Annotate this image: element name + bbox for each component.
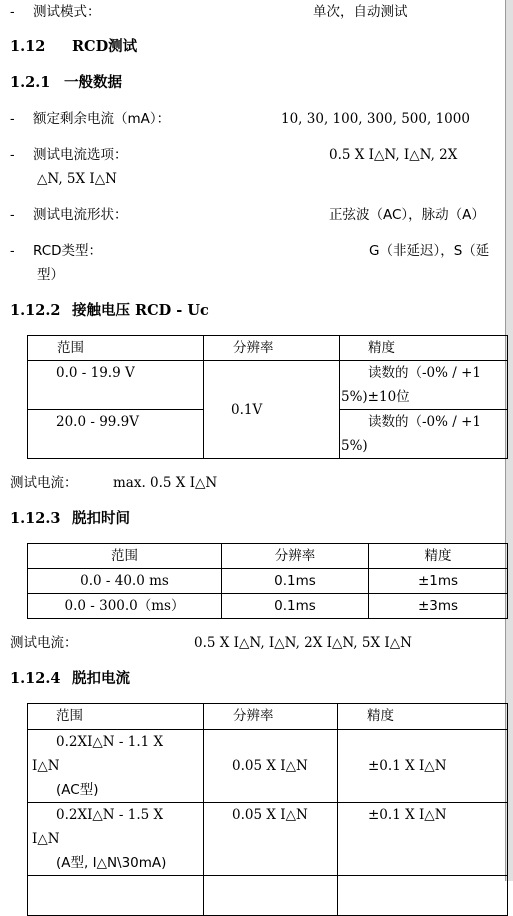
resolution-cell: 0.05 X I△N	[204, 730, 338, 803]
range-cell	[28, 803, 204, 876]
test-current-options-continued: △N, 5X I△N	[37, 171, 117, 187]
empty-cell	[28, 876, 204, 916]
range-line: I△N	[32, 831, 60, 847]
header-accuracy: 精度	[340, 336, 508, 361]
header-range: 范围	[28, 704, 204, 730]
range-line: (A型, I△N\30mA)	[56, 855, 167, 871]
range-line: 0.2XI△N - 1.5 X	[56, 807, 164, 823]
table-row	[28, 594, 508, 619]
test-current-options-label: 测试电流选项：	[33, 147, 128, 163]
header-range: 范围	[28, 336, 204, 361]
accuracy-line: 5%)±10位	[341, 389, 410, 405]
range-cell: 0.0 - 40.0 ms	[28, 569, 222, 594]
accuracy-cell	[340, 361, 508, 410]
test-mode-label: 测试模式：	[33, 4, 101, 20]
rated-residual-current-value: 10, 30, 100, 300, 500, 1000	[281, 111, 470, 127]
resolution-cell: 0.1ms	[222, 569, 369, 594]
range-cell: 0.0 - 19.9 V	[28, 361, 204, 410]
range-cell	[28, 730, 204, 803]
test-current-1-label: 测试电流：	[10, 475, 78, 491]
section-1-12-4-number: 1.12.4	[10, 670, 61, 687]
resolution-cell: 0.05 X I△N	[204, 803, 338, 876]
accuracy-line: 5%)	[341, 438, 368, 454]
table-row	[28, 803, 508, 876]
range-cell: 0.0 - 300.0（ms）	[28, 594, 222, 619]
test-current-waveform-value: 正弦波（AC），脉动（A）	[329, 207, 485, 223]
section-1-12-3-title: 脱扣时间	[72, 510, 130, 527]
contact-voltage-table	[27, 335, 508, 459]
accuracy-cell	[340, 410, 508, 459]
test-current-2-label: 测试电流：	[10, 635, 78, 651]
section-1-12-title: RCD测试	[72, 38, 138, 55]
header-resolution: 分辨率	[222, 544, 369, 569]
accuracy-cell: ±3ms	[369, 594, 508, 619]
rated-residual-current-label: 额定剩余电流（mA）：	[33, 111, 171, 127]
resolution-cell: 0.1V	[204, 361, 340, 459]
table-row	[28, 730, 508, 803]
trip-current-table	[27, 703, 508, 916]
accuracy-line: 读数的（-0% / +1	[368, 365, 482, 381]
range-line: I△N	[32, 758, 60, 774]
range-line: 0.2XI△N - 1.1 X	[56, 734, 164, 750]
range-line: (AC型)	[56, 782, 99, 798]
trip-time-table	[27, 543, 508, 619]
bullet: -	[10, 243, 15, 259]
test-current-1-value: max. 0.5 X I△N	[113, 475, 218, 491]
accuracy-cell: ±0.1 X I△N	[338, 803, 508, 876]
range-cell: 20.0 - 99.9V	[28, 410, 204, 459]
section-1-2-1-number: 1.2.1	[10, 74, 51, 91]
test-current-options-value: 0.5 X I△N, I△N, 2X	[329, 147, 458, 163]
resolution-cell: 0.1ms	[222, 594, 369, 619]
section-1-12-2-number: 1.12.2	[10, 302, 61, 319]
section-1-12-2-title: 接触电压 RCD - Uc	[72, 302, 209, 319]
header-accuracy: 精度	[369, 544, 508, 569]
header-resolution: 分辨率	[204, 704, 338, 730]
test-current-waveform-label: 测试电流形状：	[33, 207, 128, 223]
bullet: -	[10, 4, 15, 20]
rcd-type-continued: 型）	[37, 267, 64, 283]
header-resolution: 分辨率	[204, 336, 340, 361]
section-1-12-4-title: 脱扣电流	[72, 670, 130, 687]
test-mode-value: 单次，自动测试	[313, 4, 408, 20]
bullet: -	[10, 147, 15, 163]
empty-cell	[338, 876, 508, 916]
accuracy-cell: ±0.1 X I△N	[338, 730, 508, 803]
rcd-type-label: RCD类型：	[33, 243, 103, 259]
header-range: 范围	[28, 544, 222, 569]
bullet: -	[10, 207, 15, 223]
table-row	[28, 361, 508, 410]
section-1-12-3-number: 1.12.3	[10, 510, 61, 527]
section-1-12-number: 1.12	[10, 38, 46, 55]
table-row	[28, 569, 508, 594]
test-current-2-value: 0.5 X I△N, I△N, 2X I△N, 5X I△N	[194, 635, 412, 651]
bullet: -	[10, 111, 15, 127]
header-accuracy: 精度	[338, 704, 508, 730]
section-1-2-1-title: 一般数据	[64, 74, 122, 91]
accuracy-cell: ±1ms	[369, 569, 508, 594]
empty-cell	[204, 876, 338, 916]
accuracy-line: 读数的（-0% / +1	[368, 414, 482, 430]
rcd-type-value: G（非延迟），S（延	[369, 243, 490, 259]
